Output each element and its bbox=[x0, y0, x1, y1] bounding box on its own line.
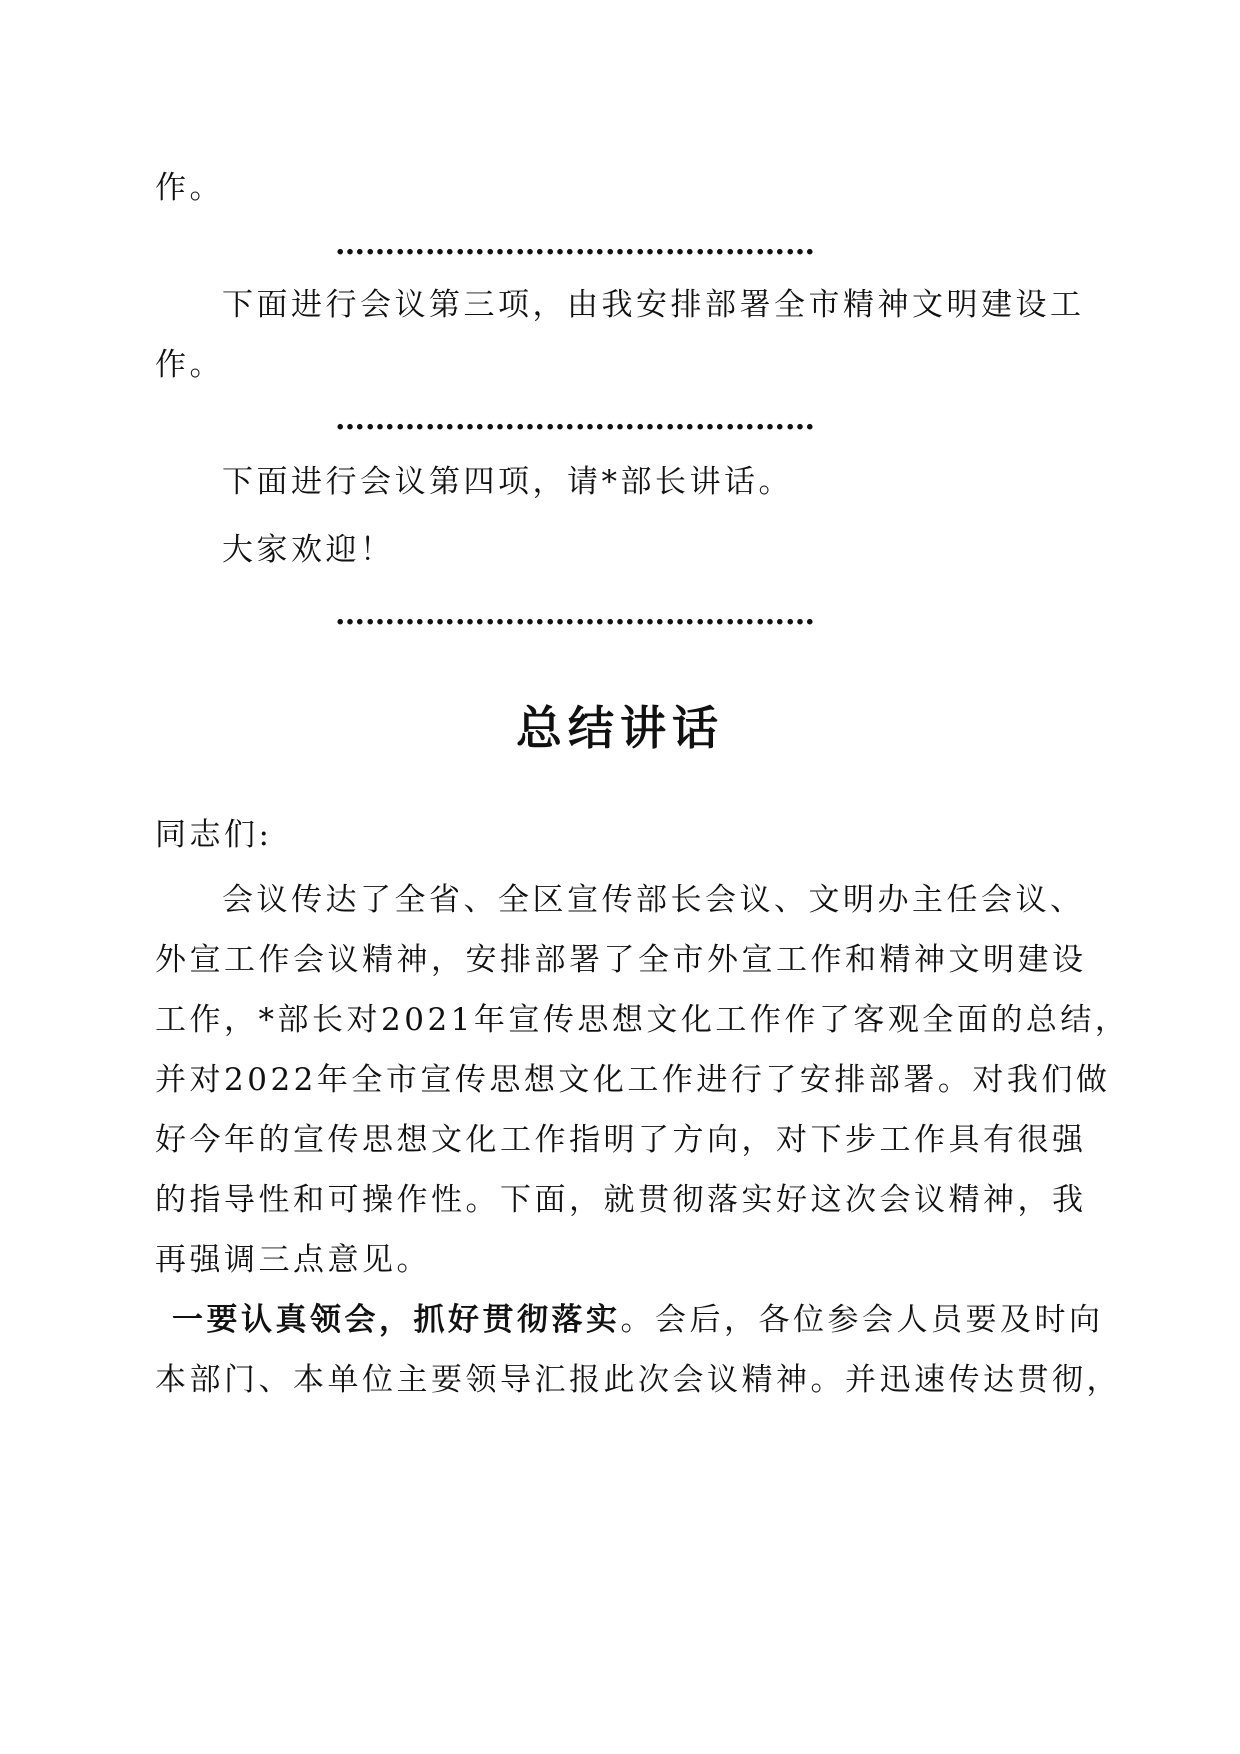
salutation: 同志们: bbox=[155, 817, 273, 853]
summary-paragraph-line: 好今年的宣传思想文化工作指明了方向，对下步工作具有很强 bbox=[155, 1122, 1087, 1158]
summary-paragraph-line: 的指导性和可操作性。下面，就贯彻落实好这次会议精神，我 bbox=[155, 1182, 1087, 1218]
agenda-item-3-line1: 下面进行会议第三项，由我安排部署全市精神文明建设工 bbox=[222, 287, 1085, 323]
agenda-item-4-line1: 下面进行会议第四项，请*部长讲话。 bbox=[222, 464, 793, 500]
separator-dots: ………………………………………… bbox=[335, 402, 815, 437]
paragraph-tail: 作。 bbox=[155, 170, 224, 206]
point-1-text: 。会后，各位参会人员要及时向 bbox=[620, 1302, 1104, 1338]
welcome-line: 大家欢迎！ bbox=[222, 532, 395, 568]
summary-paragraph-line: 外宣工作会议精神，安排部署了全市外宣工作和精神文明建设 bbox=[155, 942, 1087, 978]
point-1-line1 bbox=[172, 1300, 1104, 1340]
separator-dots: ………………………………………… bbox=[335, 227, 815, 262]
point-1-heading: 一要认真领会，抓好贯彻落实 bbox=[172, 1302, 621, 1338]
section-title: 总结讲话 bbox=[516, 701, 724, 755]
point-1-line2: 本部门、本单位主要领导汇报此次会议精神。并迅速传达贯彻， bbox=[155, 1362, 1121, 1398]
summary-paragraph-line: 并对2022年全市宣传思想文化工作进行了安排部署。对我们做 bbox=[155, 1062, 1111, 1098]
summary-paragraph-line: 工作，*部长对2021年宣传思想文化工作作了客观全面的总结， bbox=[155, 1002, 1130, 1038]
summary-paragraph-line: 再强调三点意见。 bbox=[155, 1242, 431, 1278]
separator-dots: ………………………………………… bbox=[335, 597, 815, 632]
agenda-item-3-line2: 作。 bbox=[155, 347, 224, 383]
summary-paragraph-line: 会议传达了全省、全区宣传部长会议、文明办主任会议、 bbox=[222, 882, 1085, 918]
